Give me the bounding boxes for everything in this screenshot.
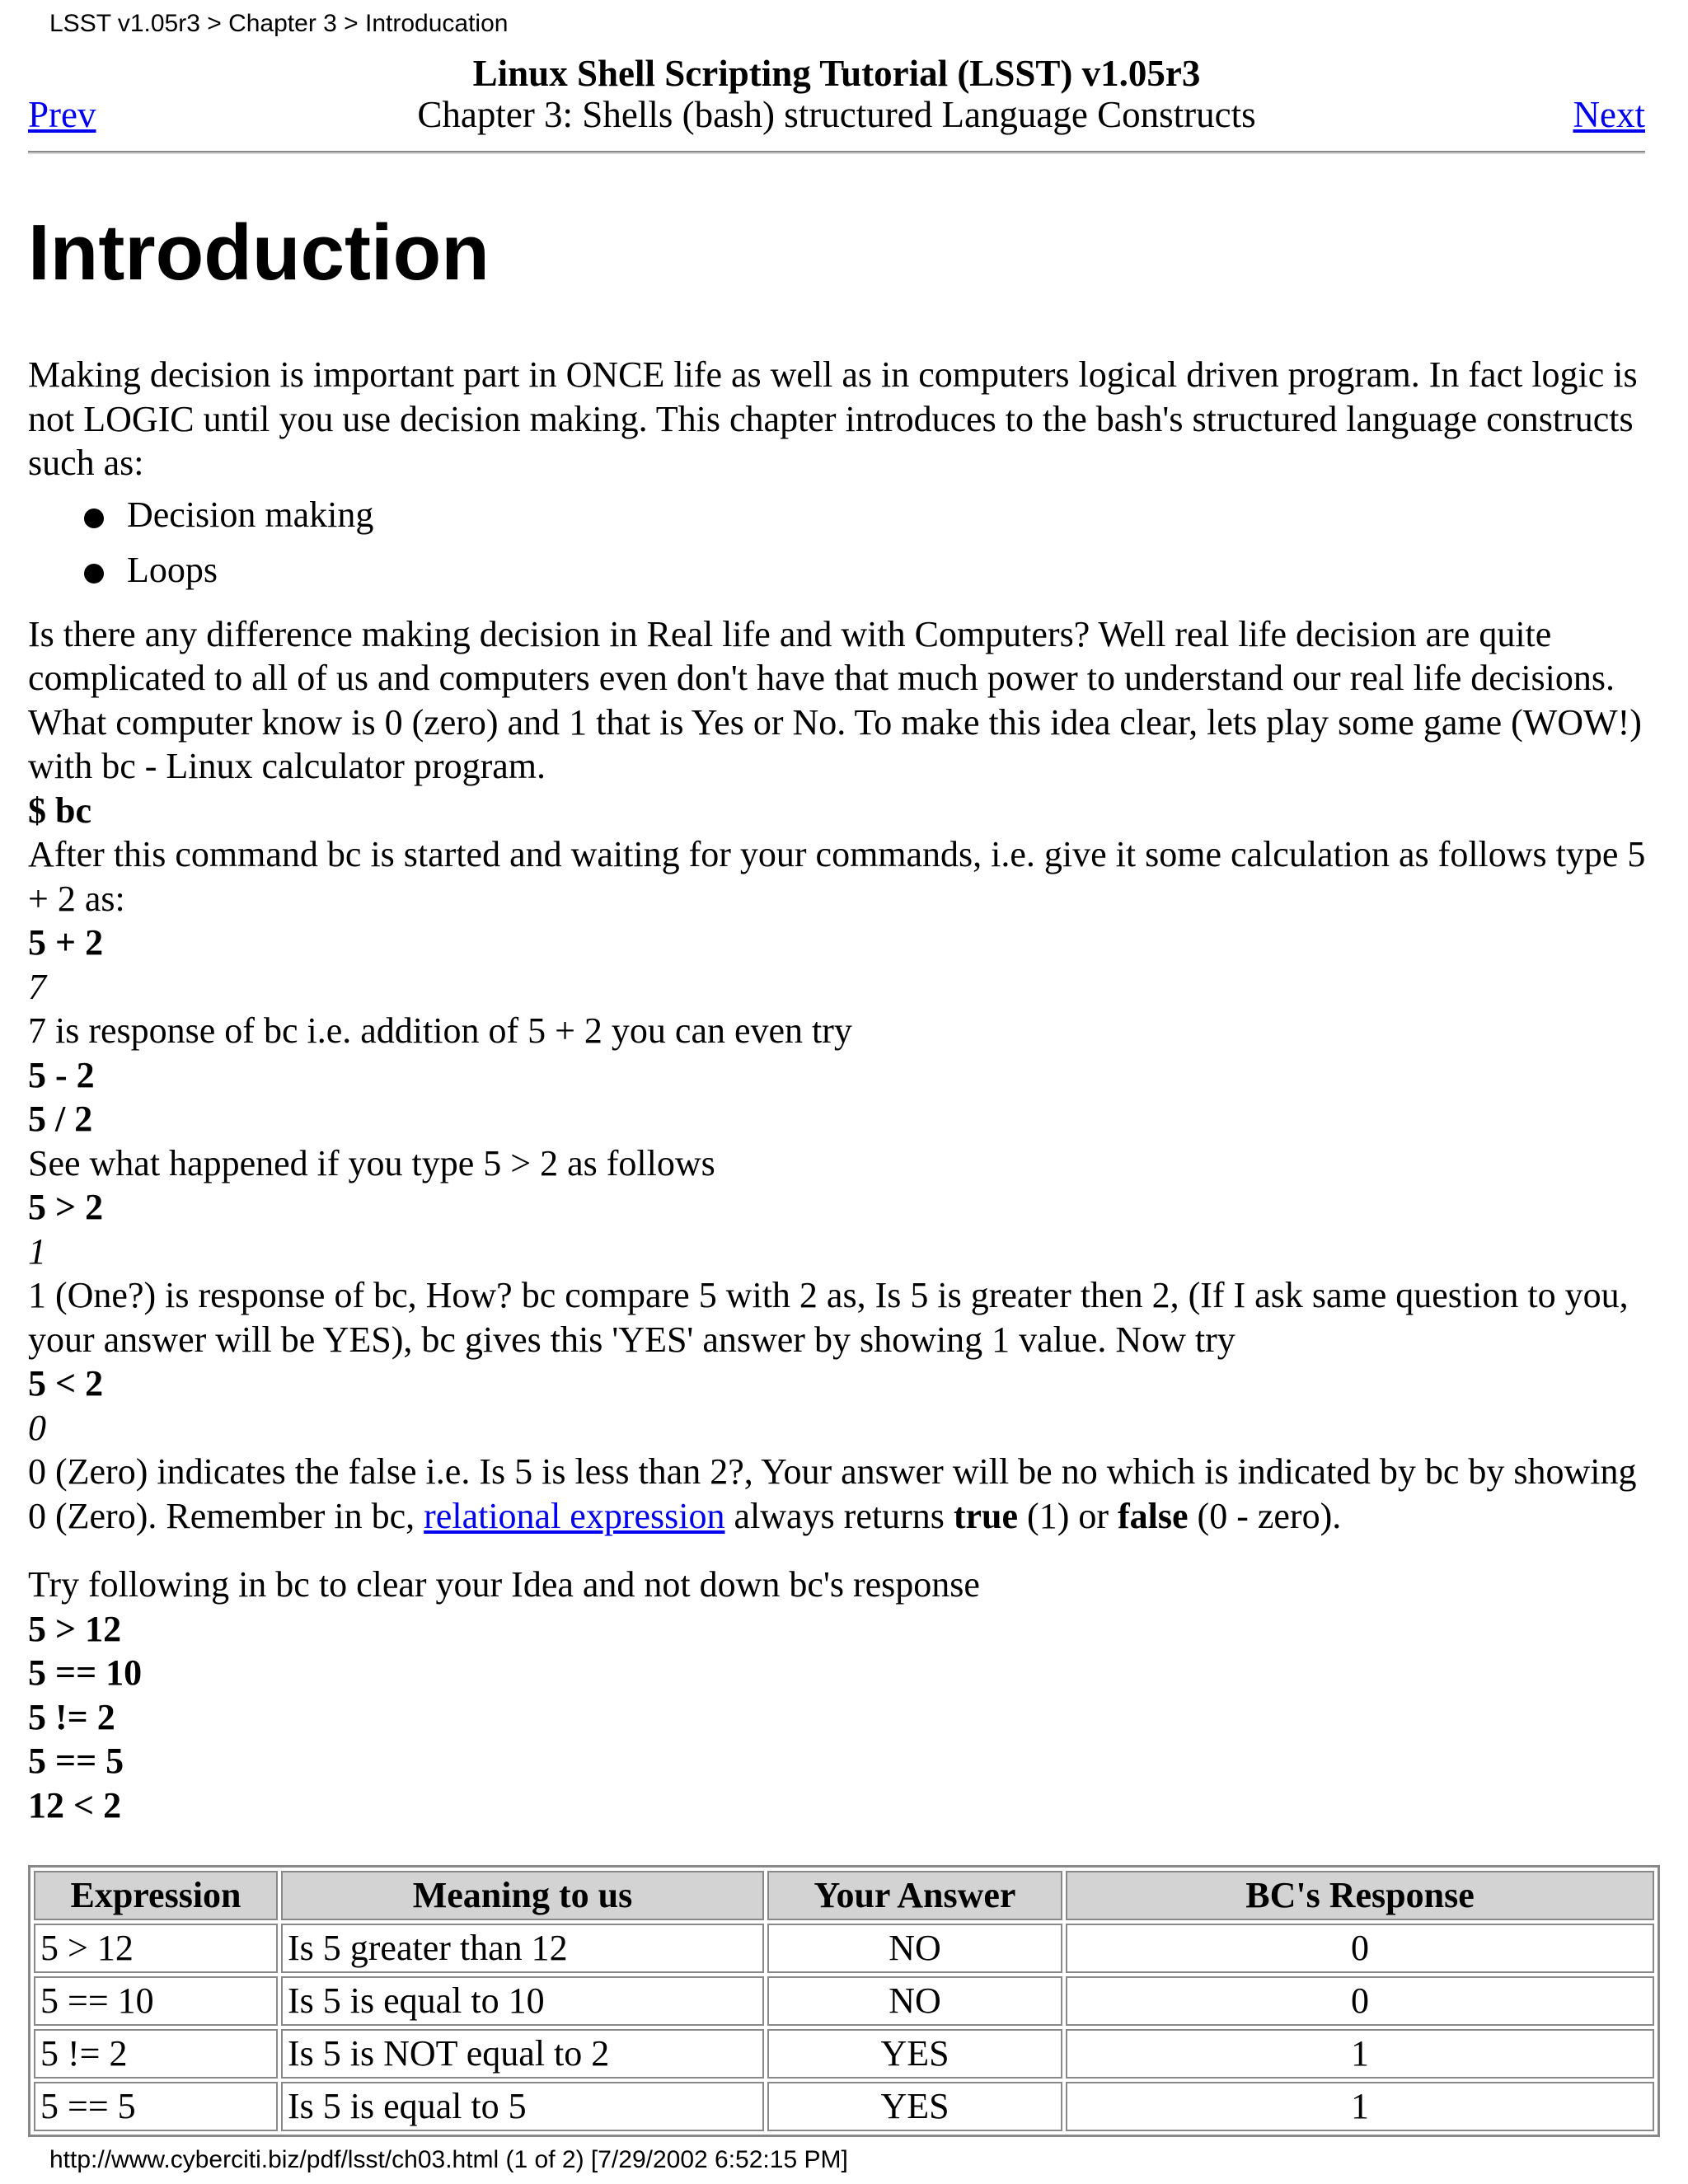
navigation-header xyxy=(28,53,1645,142)
zero-text: 0 (Zero) indicates the false i.e. Is 5 is less than 2?, Your answer will be no which is indicated by bc by showing 0 (Zero). Remember in bc, xyxy=(28,1451,1637,1536)
try-command: 5 != 2 xyxy=(28,1696,115,1737)
header-divider xyxy=(28,151,1645,154)
bullet-icon xyxy=(84,509,104,528)
difference-paragraph: Is there any difference making decision in Real life and with Computers? Well real life decision are quite complicated to all of us and computers even don't have that much power to understand our real life decisions. What computer know is 0 (zero) and 1 that is Yes or No. To make this idea clear, lets play some game (WOW!) with bc - Linux calculator program. xyxy=(28,613,1642,786)
column-header: Your Answer xyxy=(767,1871,1062,1920)
chapter-title: Chapter 3: Shells (bash) structured Language Constructs xyxy=(417,94,1256,135)
breadcrumb: LSST v1.05r3 > Chapter 3 > Introducation xyxy=(49,10,509,37)
page-title: Introduction xyxy=(28,209,490,297)
table-cell: 0 xyxy=(1066,1924,1654,1973)
command-bc: $ bc xyxy=(28,790,91,831)
explanation-text: 7 is response of bc i.e. addition of 5 + 2 you can even try xyxy=(28,1010,852,1051)
try-following-text: Try following in bc to clear your Idea and not down bc's response xyxy=(28,1564,980,1605)
explanation-text: See what happened if you type 5 > 2 as follows xyxy=(28,1142,715,1183)
table-cell: 1 xyxy=(1066,2029,1654,2079)
page-footer-url: http://www.cyberciti.biz/pdf/lsst/ch03.html (1 of 2) [7/29/2002 6:52:15 PM] xyxy=(49,2146,848,2173)
tutorial-title: Linux Shell Scripting Tutorial (LSST) v1.05r3 xyxy=(472,53,1201,94)
try-command: 5 == 10 xyxy=(28,1652,143,1693)
command-example: 5 / 2 xyxy=(28,1099,93,1139)
true-keyword: true xyxy=(953,1495,1019,1536)
column-header: Meaning to us xyxy=(281,1871,764,1920)
prev-link[interactable]: Prev xyxy=(28,94,96,135)
false-keyword: false xyxy=(1118,1495,1189,1536)
main-content xyxy=(28,353,1660,1827)
command-example: 5 - 2 xyxy=(28,1054,95,1095)
list-item xyxy=(28,487,1660,542)
table-cell: YES xyxy=(767,2029,1062,2079)
table-row xyxy=(34,1976,1654,2026)
table-cell: Is 5 is equal to 10 xyxy=(281,1976,764,2026)
table-cell: YES xyxy=(767,2082,1062,2131)
table-cell: 5 == 10 xyxy=(34,1976,278,2026)
try-command: 12 < 2 xyxy=(28,1784,122,1825)
relational-expression-link[interactable]: relational expression xyxy=(424,1495,725,1536)
explanation-text: 1 (One?) is response of bc, How? bc compare 5 with 2 as, Is 5 is greater then 2, (If I ask same question to you, your answer will be YES), bc gives this 'YES' answer by showing 1 value. Now try xyxy=(28,1275,1629,1360)
table-cell: Is 5 is NOT equal to 2 xyxy=(281,2029,764,2079)
column-header: Expression xyxy=(34,1871,278,1920)
table-cell: NO xyxy=(767,1976,1062,2026)
expression-table xyxy=(28,1865,1660,2137)
table-cell: 5 == 5 xyxy=(34,2082,278,2131)
after-bc-text: After this command bc is started and waiting for your commands, i.e. give it some calculation as follows type 5 + 2 as: xyxy=(28,834,1646,919)
header-titles xyxy=(28,53,1645,135)
bc-response: 1 xyxy=(28,1230,46,1272)
list-item xyxy=(28,542,1660,598)
intro-paragraph: Making decision is important part in ONCE life as well as in computers logical driven program. In fact logic is not LOGIC until you use decision making. This chapter introduces to the bash's structured language constructs such as: xyxy=(28,354,1638,483)
bullet-icon xyxy=(84,564,104,583)
table-cell: Is 5 is equal to 5 xyxy=(281,2082,764,2131)
command-example: 5 + 2 xyxy=(28,922,104,963)
zero-text: always returns xyxy=(724,1495,954,1536)
table-cell: Is 5 greater than 12 xyxy=(281,1924,764,1973)
command-example: 5 < 2 xyxy=(28,1363,104,1404)
next-link[interactable]: Next xyxy=(1573,94,1645,135)
zero-text: (1) or xyxy=(1018,1495,1118,1536)
bc-response: 7 xyxy=(28,966,46,1007)
zero-text: (0 - zero). xyxy=(1188,1495,1342,1536)
table-cell: 1 xyxy=(1066,2082,1654,2131)
bc-response: 0 xyxy=(28,1407,46,1448)
column-header: BC's Response xyxy=(1066,1871,1654,1920)
list-item-label: Decision making xyxy=(127,494,374,535)
table-cell: 5 != 2 xyxy=(34,2029,278,2079)
table-row xyxy=(34,1924,1654,1973)
table-cell: 0 xyxy=(1066,1976,1654,2026)
command-example: 5 > 2 xyxy=(28,1187,104,1227)
try-command: 5 > 12 xyxy=(28,1608,122,1649)
table-cell: NO xyxy=(767,1924,1062,1973)
table-header-row xyxy=(34,1871,1654,1920)
construct-list xyxy=(28,487,1660,598)
table-row xyxy=(34,2029,1654,2079)
zero-explanation xyxy=(28,1450,1660,1538)
table-row xyxy=(34,2082,1654,2131)
list-item-label: Loops xyxy=(127,549,218,590)
table-cell: 5 > 12 xyxy=(34,1924,278,1973)
expression-table-container xyxy=(28,1865,1660,2126)
try-command: 5 == 5 xyxy=(28,1741,124,1781)
